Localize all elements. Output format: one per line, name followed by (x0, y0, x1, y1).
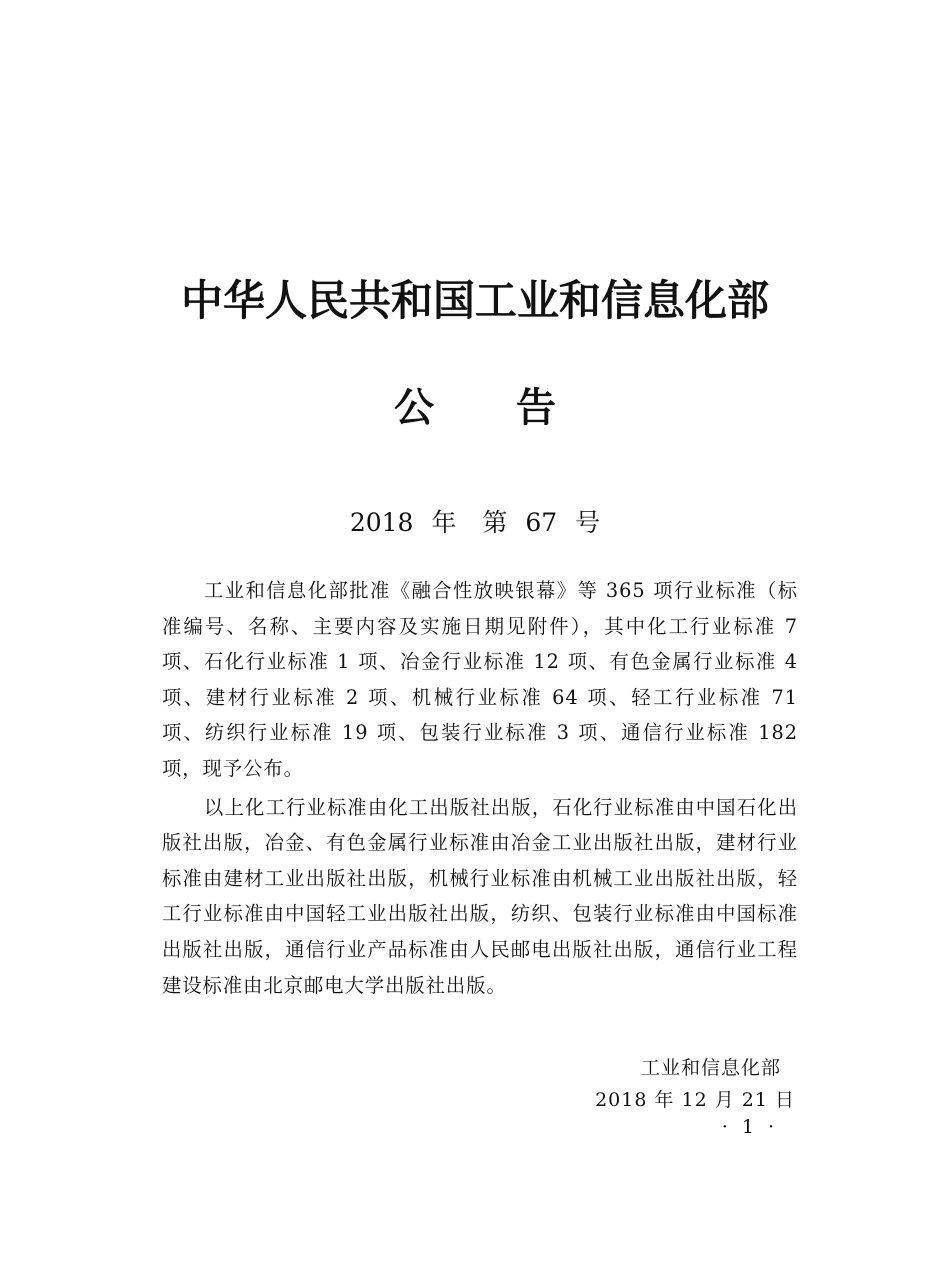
page-number: · 1 · (721, 1116, 778, 1138)
issuing-organization: 工业和信息化部 (640, 1057, 781, 1079)
body-paragraph: 工业和信息化部批准《融合性放映银幕》等 365 项行业标准（标准编号、名称、主要内容及实施日期见附件），其中化工行业标准 7 项、石化行业标准 1 项、冶金行业标准 12 项、有色金属行业标准 4 项、建材行业标准 2 项、机械行业标准 64 项、轻工行业标准 71 项、纺织行业标准 19 项、包装行业标准 3 项、通信行业标准 182 项，现予公布。 (162, 579, 798, 780)
document-type-title: 公告 (394, 385, 638, 431)
body-paragraph: 以上化工行业标准由化工出版社出版，石化行业标准由中国石化出版社出版，冶金、有色金属行业标准由冶金工业出版社出版，建材行业标准由建材工业出版社出版，机械行业标准由机械工业出版社出版，轻工行业标准由中国轻工业出版社出版，纺织、包装行业标准由中国标准出版社出版，通信行业产品标准由人民邮电出版社出版，通信行业工程建设标准由北京邮电大学出版社出版。 (162, 795, 798, 997)
announcement-body (162, 573, 798, 1006)
document-year: 2018 年 (349, 508, 457, 537)
ministry-title: 中华人民共和国工业和信息化部 (180, 276, 769, 325)
document-issue-number: 第 67 号 (482, 508, 601, 537)
signature-block (595, 1052, 795, 1116)
issue-date: 2018 年 12 月 21 日 (595, 1089, 795, 1111)
document-number (0, 505, 950, 541)
